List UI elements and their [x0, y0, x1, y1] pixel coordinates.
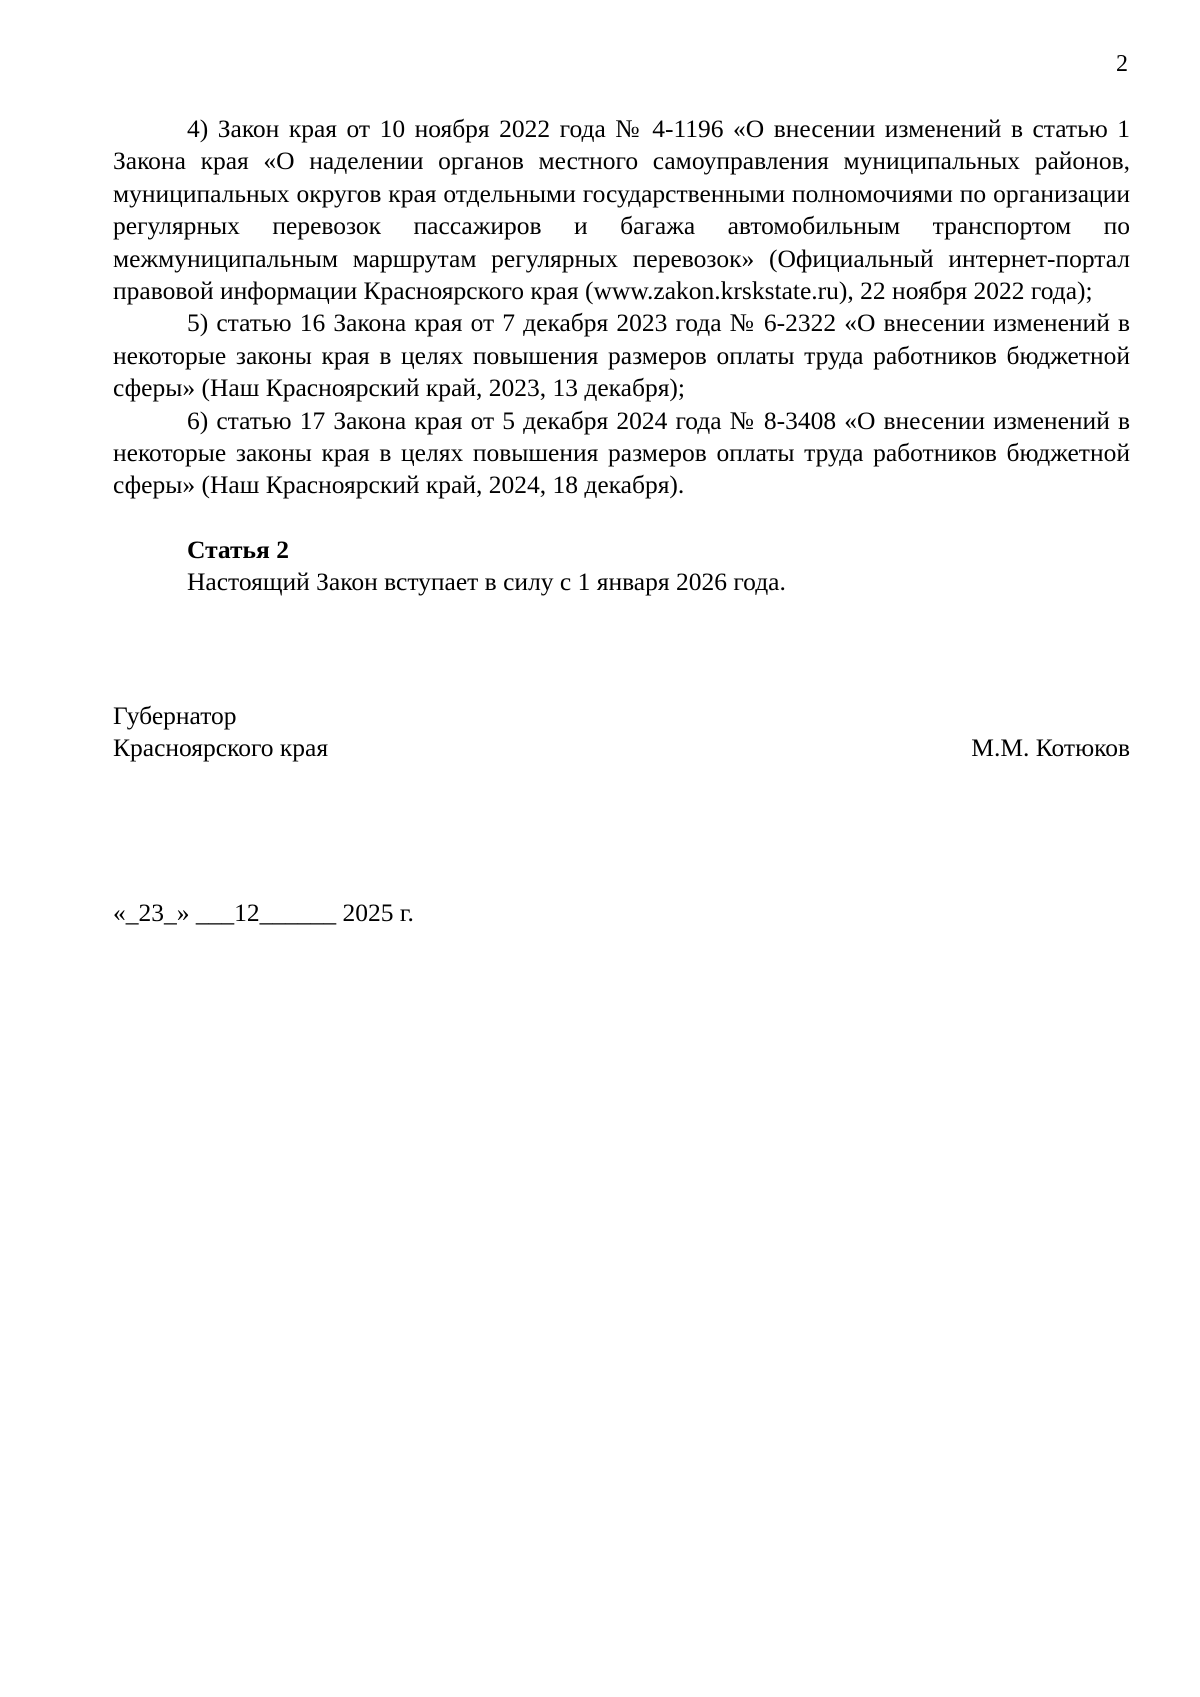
list-item-6: 6) статью 17 Закона края от 5 декабря 2024 года № 8-3408 «О внесении изменений в некоторые законы края в целях повышения размеров оплаты труда работников бюджетной сферы» (Наш Красноярский край, 2024, 18 декабря).: [113, 405, 1130, 500]
signing-date: «_23_» ___12______ 2025 г.: [113, 898, 414, 927]
signatory-name: М.М. Котюков: [971, 733, 1130, 763]
article-2: [113, 534, 1130, 599]
page-number: 2: [1116, 51, 1128, 77]
signatory-title-line1: Губернатор: [113, 701, 237, 730]
document-body: [113, 113, 1130, 599]
article-text: Настоящий Закон вступает в силу с 1 января 2026 года.: [187, 567, 786, 597]
signature-block: [113, 700, 1130, 765]
list-item-4: 4) Закон края от 10 ноября 2022 года № 4-1196 «О внесении изменений в статью 1 Закона края «О наделении органов местного самоуправления муниципальных районов, муниципальных округов края отдельными государственными полномочиями по организации регулярных перевозок пассажиров и багажа автомобильным транспортом по межмуниципальным маршрутам регулярных перевозок» (Официальный интернет-портал правовой информации Красноярского края (www.zakon.krskstate.ru), 22 ноября 2022 года);: [113, 114, 1130, 306]
signatory-title-line2: Красноярского края: [113, 733, 329, 763]
list-item-5: 5) статью 16 Закона края от 7 декабря 2023 года № 6-2322 «О внесении изменений в некоторые законы края в целях повышения размеров оплаты труда работников бюджетной сферы» (Наш Красноярский край, 2023, 13 декабря);: [113, 308, 1130, 403]
article-heading: Статья 2: [187, 534, 289, 564]
